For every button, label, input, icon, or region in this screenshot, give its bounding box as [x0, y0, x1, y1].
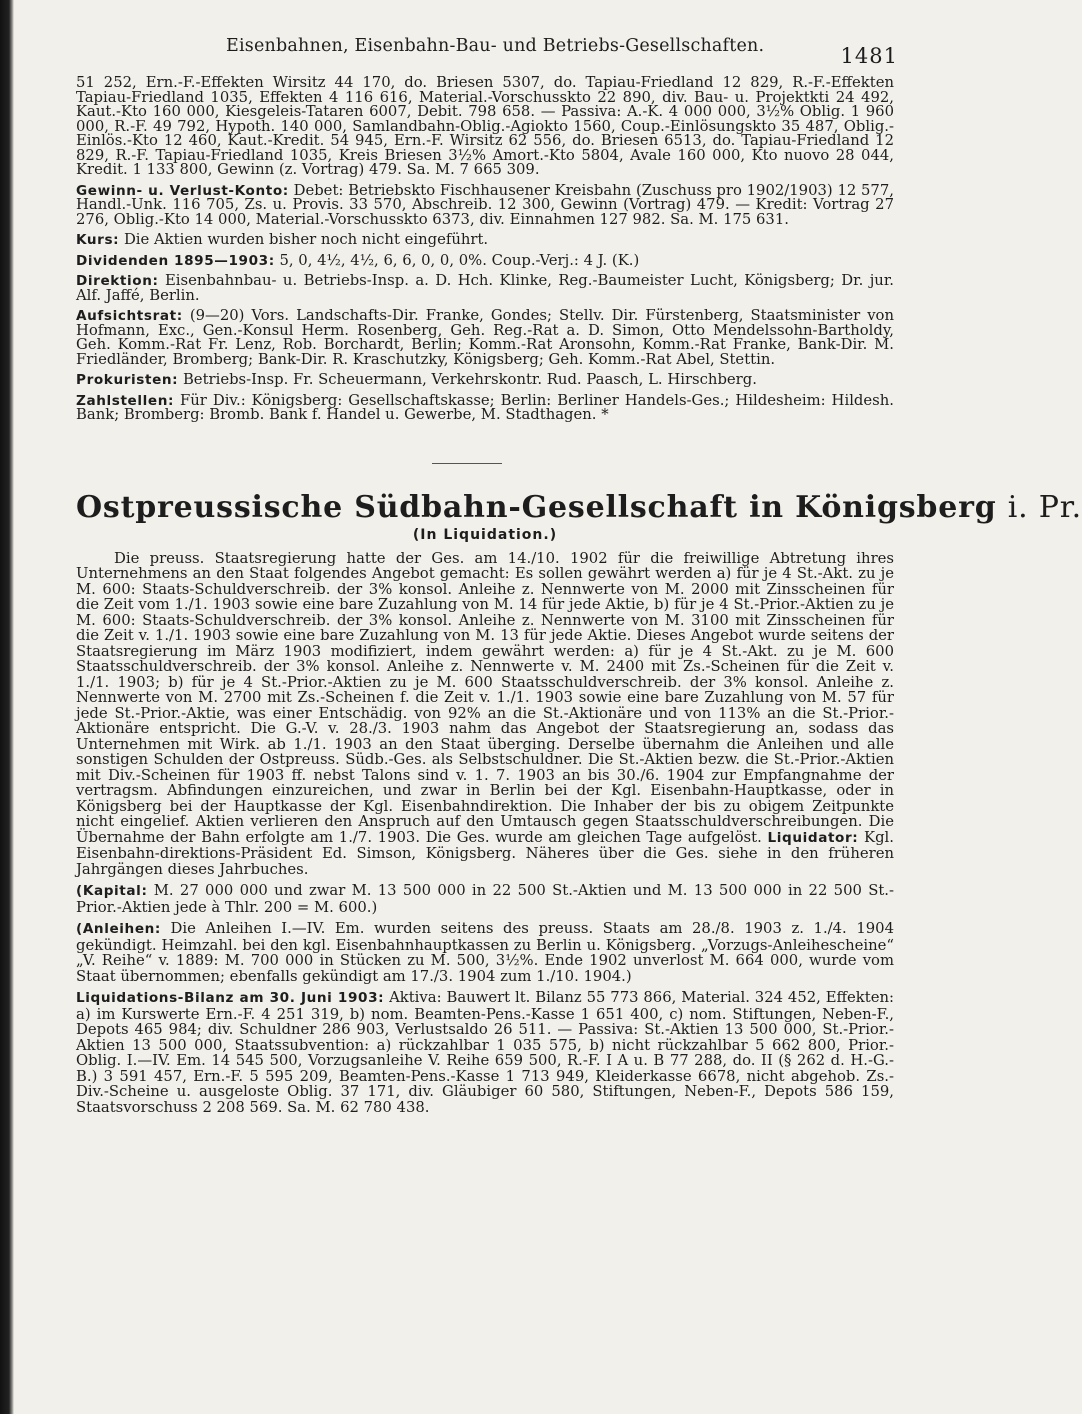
direktion-text: Eisenbahnbau- u. Betriebs-Insp. a. D. Hch. Klinke, Reg.-Baumeister Lucht, Königsberg; Dr. jur. Alf. Jaffé, Berlin.	[76, 272, 894, 304]
anleihen-label: (Anleihen:	[76, 921, 161, 937]
anleihen-paragraph	[76, 921, 894, 984]
prokuristen-text: Betriebs-Insp. Fr. Scheuermann, Verkehrskontr. Rud. Paasch, L. Hirschberg.	[182, 371, 757, 388]
prokuristen-label: Prokuristen:	[76, 372, 179, 388]
company-body-text: Die preuss. Staatsregierung hatte der Ges. am 14./10. 1902 für die freiwillige Abtretung ihres Unternehmens an den Staat folgendes Angebot gemacht: Es sollen gewährt werden a) für je 4 St.-Akt. zu je M. 600: Staats-Schuldverschreib. der 3% konsol. Anleihe z. Nennwerte von M. 2000 mit Zinsscheinen für die Zeit vom 1./1. 1903 sowie eine bare Zuzahlung von M. 14 für jede Aktie, b) für je 4 St.-Prior.-Aktien zu je M. 600: Staats-Schuldverschreib. der 3% konsol. Anleihe z. Nennwerte von M. 3100 mit Zinsscheinen für die Zeit v. 1./1. 1903 sowie eine bare Zuzahlung von M. 13 für jede Aktie. Dieses Angebot wurde seitens der Staatsregierung im März 1903 modifiziert, indem gewährt werden: a) für je 4 St.-Akt. zu je M. 600 Staatsschuldverschreib. der 3% konsol. Anleihe z. Nennwerte v. M. 2400 mit Zs.-Scheinen für die Zeit v. 1./1. 1903; b) für je 4 St.-Prior.-Aktien zu je M. 600 Staatsschuldverschreib. der 3% konsol. Anleihe z. Nennwerte von M. 2700 mit Zs.-Scheinen f. die Zeit v. 1./1. 1903 sowie eine bare Zuzahlung von M. 57 für jede St.-Prior.-Aktie, was einer Entschädig. von 92% an die St.-Aktionäre und von 113% an die St.-Prior.-Aktionäre entspricht. Die G.-V. v. 28./3. 1903 nahm das Angebot der Staatsregierung an, sodass das Unternehmen mit Wirk. ab 1./1. 1903 an den Staat überging. Derselbe übernahm die Anleihen und alle sonstigen Schulden der Ostpreuss. Südb.-Ges. als Selbstschuldner. Die St.-Aktien bezw. die St.-Prior.-Aktien mit Div.-Scheinen für 1903 ff. nebst Talons sind v. 1. 7. 1903 an bis 30./6. 1904 zur Empfangnahme der vertragsm. Abfindungen einzureichen, und zwar in Berlin bei der Kgl. Eisenbahn-Hauptkasse, oder in Königsberg bei der Hauptkasse der Kgl. Eisenbahndirektion. Die Inhaber der bis zu obigem Zeitpunkte nicht eingelief. Aktien verlieren den Anspruch auf den Umtausch gegen Staatsschuldverschreibungen. Die Übernahme der Bahn erfolgte am 1./7. 1903. Die Ges. wurde am gleichen Tage aufgelöst.	[76, 549, 894, 846]
zahlstellen-paragraph	[76, 391, 894, 423]
zahlstellen-text: Für Div.: Königsberg: Gesellschaftskasse; Berlin: Berliner Handels-Ges.; Hildesheim: Hildesh. Bank; Bromberg: Bromb. Bank f. Handel u. Gewerbe, M. Stadthagen. *	[76, 391, 894, 423]
running-title: Eisenbahnen, Eisenbahn-Bau- und Betriebs-Gesellschaften.	[226, 36, 765, 56]
aufsichtsrat-label: Aufsichtsrat:	[76, 308, 183, 324]
liquidator-label: Liquidator:	[767, 829, 859, 846]
gewinn-konto-label: Gewinn- u. Verlust-Konto:	[76, 182, 289, 199]
kapital-label: (Kapital:	[76, 883, 148, 899]
company-location-suffix: i. Pr.	[1007, 489, 1082, 525]
bilanz-text: Aktiva: Bauwert lt. Bilanz 55 773 866, Material. 324 452, Effekten: a) im Kurswerte Ern.-F. 4 251 319, b) nom. Beamten-Pens.-Kasse 1 651 400, c) nom. Stiftungen, Neben-F., Depots 465 984; div. Schuldner 286 903, Verlustsaldo 26 511. — Passiva: St.-Aktien 13 500 000, St.-Prior.-Aktien 13 500 000, Staatssubvention: a) rückzahlbar 1 035 575, b) nicht rückzahlbar 5 662 800, Prior.-Oblig. I.—IV. Em. 14 545 500, Vorzugsanleihe V. Reihe 659 500, R.-F. I A u. B 77 288, do. II (§ 262 d. H.-G.-B.) 3 591 457, Ern.-F. 5 595 209, Beamten-Pens.-Kasse 1 713 949, Kleiderkasse 6678, nicht abgehob. Zs.-Div.-Scheine u. ausgeloste Oblig. 37 171, div. Gläubiger 60 580, Stiftungen, Neben-F., Depots 586 159, Staatsvorschuss 2 208 569. Sa. M. 62 780 438.	[76, 989, 894, 1116]
aufsichtsrat-paragraph	[76, 309, 894, 367]
section-ostpreussische-suedbahn	[76, 551, 894, 1116]
dividenden-paragraph	[76, 251, 894, 269]
kurs-paragraph	[76, 233, 894, 248]
company-heading	[76, 489, 1082, 525]
section-previous-company	[76, 76, 894, 423]
direktion-paragraph	[76, 274, 894, 303]
liquidator-text: Kgl. Eisenbahn-direktions-Präsident Ed. Simson, Königsberg. Näheres über die Ges. siehe in den früheren Jahrgängen dieses Jahrbuches.	[76, 828, 894, 878]
dividenden-label: Dividenden 1895—1903:	[76, 252, 275, 269]
page-number: 1481	[840, 44, 898, 68]
gewinn-konto-text: Debet: Betriebskto Fischhausener Kreisbahn (Zuschuss pro 1902/1903) 12 577, Handl.-Unk. 116 705, Zs. u. Provis. 33 570, Abschreib. 12 300, Gewinn (Vortrag) 479. — Kredit: Vortrag 27 276, Oblig.-Kto 14 000, Material.-Vorschusskto 6373, div. Einnahmen 127 982. Sa. M. 175 631.	[76, 181, 894, 228]
company-name: Ostpreussische Südbahn-Gesellschaft in Königsberg	[76, 489, 997, 525]
scan-edge	[0, 0, 14, 1414]
prokuristen-paragraph	[76, 373, 894, 388]
kapital-paragraph	[76, 883, 894, 915]
company-body-paragraph	[76, 551, 894, 878]
kapital-text: M. 27 000 000 und zwar M. 13 500 000 in 22 500 St.-Aktien und M. 13 500 000 in 22 500 St.-Prior.-Aktien jede à Thlr. 200 = M. 600.)	[76, 882, 894, 916]
direktion-label: Direktion:	[76, 273, 159, 289]
kurs-label: Kurs:	[76, 232, 120, 248]
liquidation-subheading: (In Liquidation.)	[412, 526, 558, 543]
gewinn-konto-paragraph	[76, 181, 894, 228]
page-header	[76, 30, 898, 76]
zahlstellen-label: Zahlstellen:	[76, 392, 175, 409]
bilanz-paragraph	[76, 990, 894, 1115]
anleihen-text: Die Anleihen I.—IV. Em. wurden seitens des preuss. Staats am 28./8. 1903 z. 1./4. 1904 gekündigt. Heimzahl. bei den kgl. Eisenbahnhauptkassen zu Berlin u. Königsberg. „Vorzugs-Anleihescheine“ „V. Reihe“ v. 1889: M. 700 000 in Stücken zu M. 500, 3½%. Ende 1902 unverlost M. 664 000, wurde vom Staat übernommen; ebenfalls gekündigt am 17./3. 1904 zum 1./10. 1904.)	[76, 920, 894, 985]
bilanz-label: Liquidations-Bilanz am 30. Juni 1903:	[76, 990, 385, 1006]
balance-continuation: 51 252, Ern.-F.-Effekten Wirsitz 44 170, do. Briesen 5307, do. Tapiau-Friedland 12 829, R.-F.-Effekten Tapiau-Friedland 1035, Effekten 4 116 616, Material.-Vorschusskto 22 890, div. Bau- u. Projektkti 24 492, Kaut.-Kto 160 000, Kiesgeleis-Tataren 6007, Debit. 798 658. — Passiva: A.-K. 4 000 000, 3½% Oblig. 1 960 000, R.-F. 49 792, Hypoth. 140 000, Samlandbahn-Oblig.-Agiokto 1560, Coup.-Einlösungskto 35 487, Oblig.-Einlös.-Kto 12 460, Kaut.-Kredit. 54 945, Ern.-F. Wirsitz 62 556, do. Briesen 6513, do. Tapiau-Friedland 12 829, R.-F. Tapiau-Friedland 1035, Kreis Briesen 3½% Amort.-Kto 5804, Avale 160 000, Kto nuovo 28 044, Kredit. 1 133 800, Gewinn (z. Vortrag) 479. Sa. M. 7 665 309.	[76, 74, 894, 178]
dividenden-text: 5, 0, 4½, 4½, 6, 6, 0, 0, 0%. Coup.-Verj.: 4 J. (K.)	[279, 251, 640, 269]
document-page	[76, 30, 1082, 1116]
section-divider	[432, 463, 502, 464]
aufsichtsrat-text: (9—20) Vors. Landschafts-Dir. Franke, Gondes; Stellv. Dir. Fürstenberg, Staatsminister von Hofmann, Exc., Gen.-Konsul Herm. Rosenberg, Geh. Reg.-Rat a. D. Simon, Otto Mendelssohn-Bartholdy, Geh. Komm.-Rat Fr. Lenz, Rob. Borchardt, Berlin; Komm.-Rat Aronsohn, Komm.-Rat Franke, Bank-Dir. M. Friedländer, Bromberg; Bank-Dir. R. Kraschutzky, Königsberg; Geh. Komm.-Rat Abel, Stettin.	[76, 307, 894, 368]
kurs-text: Die Aktien wurden bisher noch nicht eingeführt.	[123, 231, 489, 248]
